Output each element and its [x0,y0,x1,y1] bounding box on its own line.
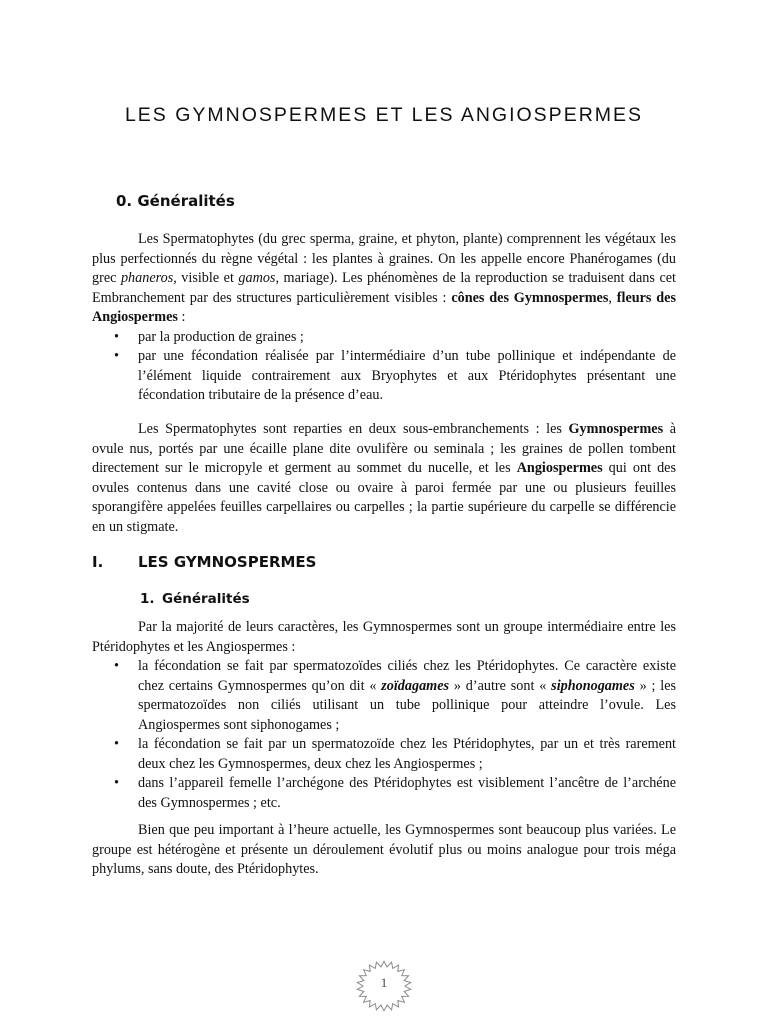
subdivision-paragraph: Les Spermatophytes sont reparties en deux sous-embranchements : les Gymnospermes à ovule nus, portés par une écaille plane dite ovulifère ou seminala ; les graines de pollen tombent directement sur le micropyle et germent au sommet du nucelle, et les Angiospermes qui ont des ovules contenus dans une cavité close ou ovaire à paroi fermée par une ou plusieurs feuilles sporangifère appelées feuilles carpellaires ou carpelles ; la partie supérieure du carpelle se différencie en un stigmate. [92,421,677,535]
reproduction-bullet-list [92,328,676,406]
list-item: • dans l’appareil femelle l’archégone des Ptéridophytes est visiblement l’ancêtre de l’archéne des Gymnospermes ; etc. [114,775,676,811]
list-item: • par la production de graines ; [92,328,676,348]
subsection-1-heading: 1. Généralités [140,591,250,607]
list-item: • la fécondation se fait par spermatozoïdes ciliés chez les Ptéridophytes. Ce caractère existe chez certains Gymnospermes qu’on dit « zoïdagames » d’autre sont « siphonogames » ; les spermatozoïdes non ciliés utilisant un tube pollinique pour atteindre l’ovule. Les Angiospermes sont siphonogames ; [114,658,677,733]
document-title: LES GYMNOSPERMES ET LES ANGIOSPERMES [124,104,644,126]
intro-paragraph: Les Spermatophytes (du grec sperma, graine, et phyton, plante) comprennent les végétaux les plus perfectionnés du règne végétal : les plantes à graines. On les appelle encore Phanérogames (du grec phaneros, visible et gamos, mariage). Les phénomènes de la reproduction se traduisent dans cet Embranchement par des structures particulièrement visibles : cônes des Gymnospermes, fleurs des Angiospermes : [92,231,677,325]
gymnosperm-closing [92,821,676,880]
bullet-icon: • [114,775,119,791]
section-0-intro [92,230,676,406]
bullet-icon: • [114,658,119,674]
closing-paragraph: Bien que peu important à l’heure actuelle, les Gymnospermes sont beaucoup plus variées. Le groupe est hétérogène et présente un déroulement évolutif plus ou moins analogue pour trois méga phylums, sans doute, des Ptéridophytes. [92,822,676,877]
section-0-heading: 0. Généralités [116,192,235,210]
subdivision-paragraph-block [92,420,676,537]
page-number: 1 [380,975,388,990]
characters-bullet-list [92,657,676,813]
list-item: • par une fécondation réalisée par l’intermédiaire d’un tube pollinique et indépendante de l’élément liquide contrairement aux Bryophytes et aux Ptéridophytes présentant une fécondation tributaire de la présence d’eau. [114,348,676,403]
bullet-icon: • [114,736,119,752]
list-item: • la fécondation se fait par un spermatozoïde chez les Ptéridophytes, par un et très rarement deux chez les Gymnospermes, deux chez les Angiospermes ; [114,736,676,772]
bullet-icon: • [114,348,119,364]
section-1-heading: I. LES GYMNOSPERMES [92,553,317,571]
page-number-badge [352,958,416,1014]
gymnosperm-characters [92,618,676,813]
characters-paragraph: Par la majorité de leurs caractères, les Gymnospermes sont un groupe intermédiaire entre les Ptéridophytes et les Angiospermes : [92,619,676,655]
bullet-icon: • [114,328,119,345]
